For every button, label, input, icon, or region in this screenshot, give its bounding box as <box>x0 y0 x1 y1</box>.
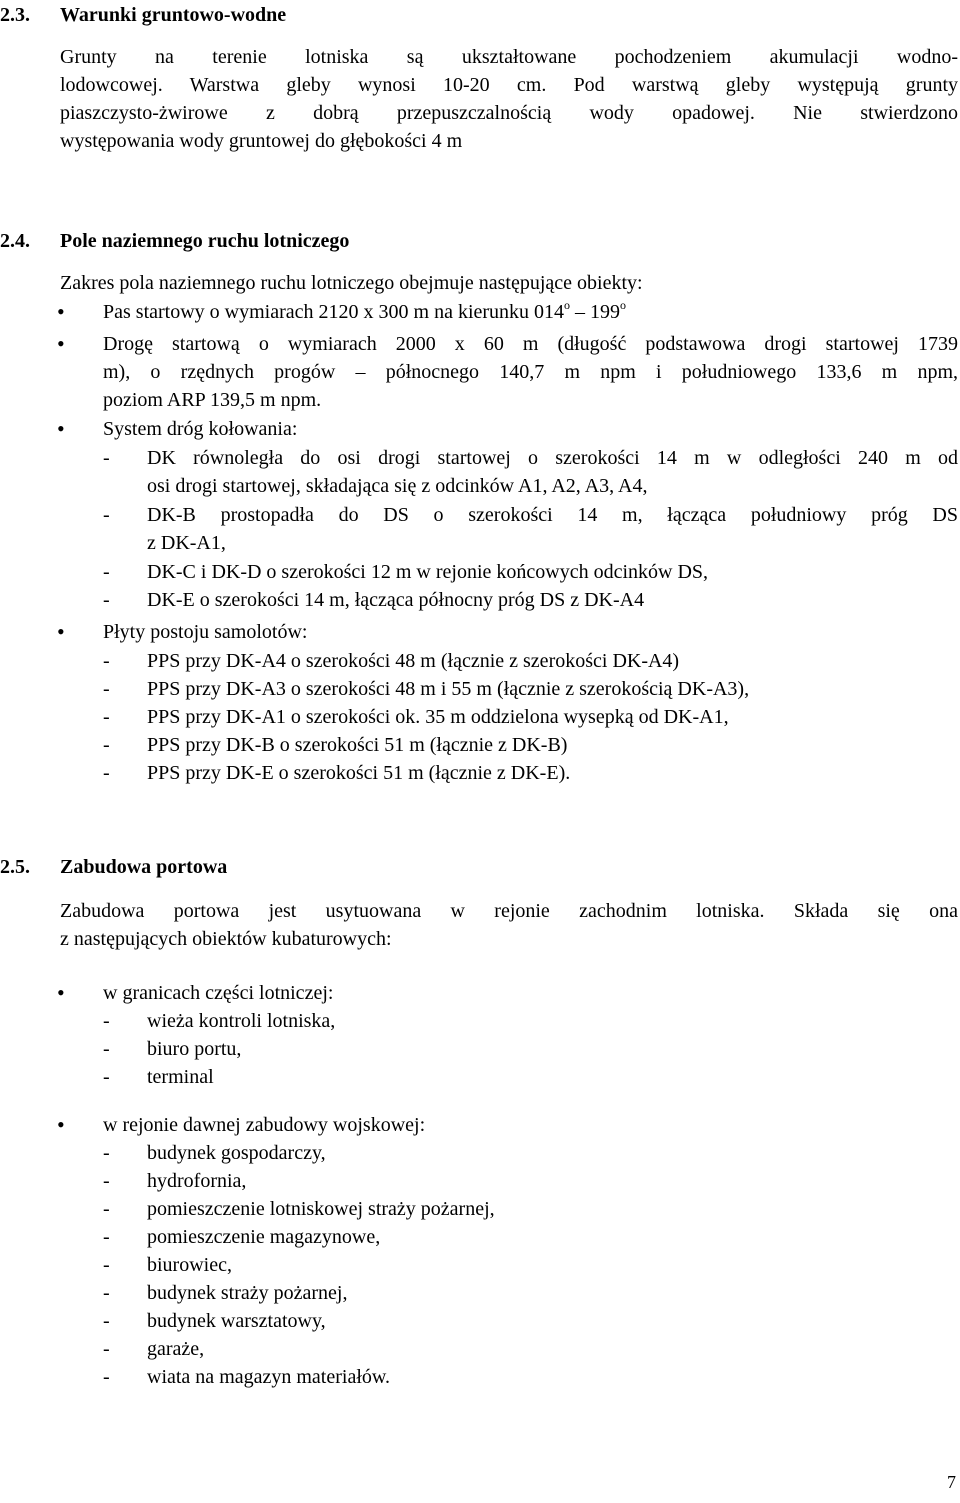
degree-sup: o <box>564 298 571 312</box>
dash-marker: - <box>103 1310 110 1332</box>
item-line: budynek warsztatowy, <box>147 1310 326 1332</box>
paragraph-line: piaszczysto-żwirowe z dobrą przepuszczalnością wody opadowej. Nie stwierdzono <box>60 102 958 124</box>
bullet-icon: • <box>57 980 65 1005</box>
paragraph-line: Zabudowa portowa jest usytuowana w rejonie zachodnim lotniska. Składa się ona <box>60 900 958 922</box>
bullet-line: m), o rzędnych progów – północnego 140,7 m npm i południowego 133,6 m npm, <box>103 361 958 383</box>
section-2-4-intro <box>60 269 958 297</box>
dash-marker: - <box>103 1226 110 1248</box>
section-2-5-paragraph <box>60 897 958 953</box>
bullet-aprons-title <box>103 618 958 646</box>
building-item <box>147 1279 958 1307</box>
taxiway-item <box>147 444 958 500</box>
item-line: pomieszczenie lotniskowej straży pożarnej, <box>147 1198 495 1220</box>
building-item <box>147 1223 958 1251</box>
dash-marker: - <box>103 504 110 526</box>
dash-marker: - <box>103 1366 110 1388</box>
bullet-text: 199 <box>585 301 621 323</box>
dash-marker: - <box>103 589 110 611</box>
bullet-takeoff-road <box>103 330 958 414</box>
item-line: biuro portu, <box>147 1038 242 1060</box>
building-item <box>147 1167 958 1195</box>
taxiway-item <box>147 586 958 614</box>
dash-marker: - <box>103 1142 110 1164</box>
section-heading-2-3 <box>0 3 286 27</box>
item-line: wiata na magazyn materiałów. <box>147 1366 391 1388</box>
dash-marker: - <box>103 734 110 756</box>
bullet-icon: • <box>57 1112 65 1137</box>
item-line: budynek gospodarczy, <box>147 1142 326 1164</box>
item-line: DK równoległa do osi drogi startowej o szerokości 14 m w odległości 240 m od <box>147 447 958 469</box>
dash-marker: - <box>103 650 110 672</box>
item-line: pomieszczenie magazynowe, <box>147 1226 381 1248</box>
dash-marker: - <box>103 706 110 728</box>
item-line: wieża kontroli lotniska, <box>147 1010 336 1032</box>
item-line: PPS przy DK-A3 o szerokości 48 m i 55 m (łącznie z szerokością DK-A3), <box>147 678 750 700</box>
bullet-line: System dróg kołowania: <box>103 418 298 440</box>
item-line: PPS przy DK-B o szerokości 51 m (łącznie z DK-B) <box>147 734 568 756</box>
section-title: Pole naziemnego ruchu lotniczego <box>60 230 350 252</box>
item-line: DK-E o szerokości 14 m, łącząca północny próg DS z DK-A4 <box>147 589 645 611</box>
dash-marker: - <box>103 762 110 784</box>
dash-marker: - <box>103 1170 110 1192</box>
building-item <box>147 1063 958 1091</box>
item-line: z DK-A1, <box>147 532 226 554</box>
paragraph-line: z następujących obiektów kubaturowych: <box>60 928 392 950</box>
section-title: Warunki gruntowo-wodne <box>60 4 287 26</box>
building-item <box>147 1307 958 1335</box>
building-item <box>147 1139 958 1167</box>
dash-marker: - <box>103 1198 110 1220</box>
paragraph-line: Grunty na terenie lotniska są ukształtowane pochodzeniem akumulacji wodno- <box>60 46 958 68</box>
dash-marker: - <box>103 447 110 469</box>
building-item <box>147 1335 958 1363</box>
apron-item <box>147 647 958 675</box>
bullet-line: w granicach części lotniczej: <box>103 982 334 1004</box>
item-line: DK-C i DK-D o szerokości 12 m w rejonie końcowych odcinków DS, <box>147 561 709 583</box>
item-line: terminal <box>147 1066 214 1088</box>
bullet-icon: • <box>57 299 65 324</box>
paragraph-line: Zakres pola naziemnego ruchu lotniczego obejmuje następujące obiekty: <box>60 272 643 294</box>
taxiway-item <box>147 558 958 586</box>
bullet-icon: • <box>57 619 65 644</box>
section-heading-2-5 <box>0 855 227 879</box>
building-item <box>147 1251 958 1279</box>
section-number: 2.4. <box>0 230 30 252</box>
item-line: PPS przy DK-A4 o szerokości 48 m (łącznie z szerokości DK-A4) <box>147 650 680 672</box>
building-item <box>147 1035 958 1063</box>
section-title: Zabudowa portowa <box>60 856 228 878</box>
bullet-line: poziom ARP 139,5 m npm. <box>103 389 322 411</box>
item-line: osi drogi startowej, składająca się z odcinków A1, A2, A3, A4, <box>147 475 648 497</box>
bullet-aviation-area-title <box>103 979 958 1007</box>
degree-sup: o <box>620 298 627 312</box>
paragraph-line: lodowcowej. Warstwa gleby wynosi 10-20 cm. Pod warstwą gleby występują grunty <box>60 74 958 96</box>
dash-marker: - <box>103 1282 110 1304</box>
page-number: 7 <box>947 1472 956 1492</box>
item-line: budynek straży pożarnej, <box>147 1282 348 1304</box>
section-heading-2-4 <box>0 229 349 253</box>
section-2-3-paragraph <box>60 43 958 155</box>
dash-marker: - <box>103 561 110 583</box>
item-line: biurowiec, <box>147 1254 232 1276</box>
building-item <box>147 1195 958 1223</box>
paragraph-line: występowania wody gruntowej do głębokości 4 m <box>60 130 463 152</box>
dash-marker: - <box>103 1254 110 1276</box>
bullet-taxiways-title <box>103 415 958 443</box>
dash-marker: - <box>103 1338 110 1360</box>
item-line: garaże, <box>147 1338 205 1360</box>
section-number: 2.5. <box>0 856 30 878</box>
dash-marker: - <box>103 1010 110 1032</box>
item-line: PPS przy DK-A1 o szerokości ok. 35 m oddzielona wysepką od DK-A1, <box>147 706 729 728</box>
item-line: PPS przy DK-E o szerokości 51 m (łącznie z DK-E). <box>147 762 571 784</box>
building-item <box>147 1363 958 1391</box>
section-number: 2.3. <box>0 4 30 26</box>
bullet-line: Drogę startową o wymiarach 2000 x 60 m (długość podstawowa drogi startowej 1739 <box>103 333 958 355</box>
apron-item <box>147 731 958 759</box>
bullet-icon: • <box>57 416 65 441</box>
bullet-line: w rejonie dawnej zabudowy wojskowej: <box>103 1114 426 1136</box>
dash-marker: - <box>103 1066 110 1088</box>
item-line: hydrofornia, <box>147 1170 247 1192</box>
item-line: DK-B prostopadła do DS o szerokości 14 m, łącząca południowy próg DS <box>147 504 958 526</box>
taxiway-item <box>147 501 958 557</box>
dash-marker: - <box>103 678 110 700</box>
bullet-icon: • <box>57 331 65 356</box>
building-item <box>147 1007 958 1035</box>
bullet-line: Płyty postoju samolotów: <box>103 621 308 643</box>
bullet-military-area-title <box>103 1111 958 1139</box>
dash-marker: - <box>103 1038 110 1060</box>
bullet-text: Pas startowy o wymiarach 2120 x 300 m na kierunku 014 <box>103 301 565 323</box>
apron-item <box>147 675 958 703</box>
apron-item <box>147 759 958 787</box>
apron-item <box>147 703 958 731</box>
bullet-runway: Pas startowy o wymiarach 2120 x 300 m na kierunku 014$^o$ – 199$^o$ <box>103 298 627 323</box>
